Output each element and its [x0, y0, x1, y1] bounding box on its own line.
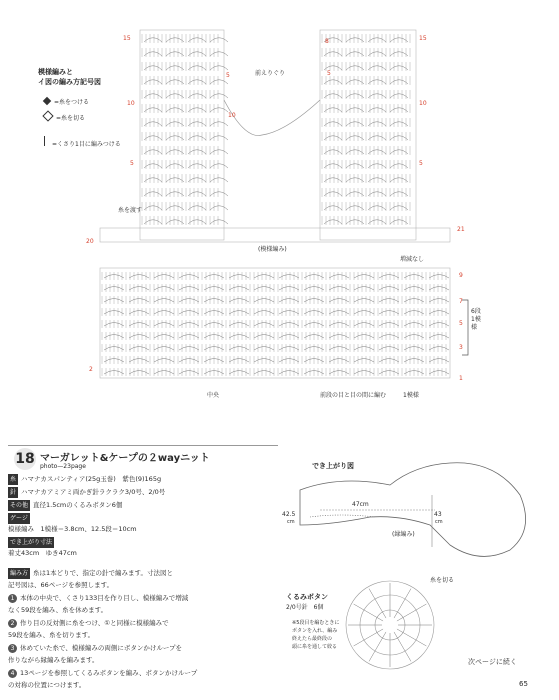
stitch-arch — [188, 192, 206, 196]
step-1-a: 1 本体の中央で、くさり133目を作り目し、模様編みで増減 — [8, 593, 188, 604]
stitch-arch — [346, 108, 364, 112]
stitch-arch — [166, 38, 184, 42]
step-4-b: の対称の位置につけます。 — [8, 681, 86, 689]
stitch-arch — [390, 136, 408, 140]
stitch-arch — [166, 164, 184, 168]
stitch-arch — [144, 66, 162, 70]
stitch-arch — [144, 164, 162, 168]
stitch-arch — [166, 220, 184, 224]
stitch-arch — [346, 178, 364, 182]
stitch-arch — [210, 178, 228, 182]
stitch-arch — [354, 275, 374, 279]
stitch-arch — [368, 136, 386, 140]
stitch-arch — [210, 108, 228, 112]
step-2-a: 2 作り目の反対側に糸をつけ、①と同様に模様編みで — [8, 618, 169, 629]
stitch-marks — [102, 34, 449, 376]
stitch-arch — [210, 220, 228, 224]
stitch-arch — [354, 299, 374, 303]
stitch-arch — [390, 108, 408, 112]
button-note-4: 頭に糸を通して絞る — [292, 644, 338, 650]
stitch-arch — [390, 220, 408, 224]
no-inc-dec-label: 増減なし — [400, 256, 425, 263]
stitch-arch — [188, 52, 206, 56]
row-number-right-15: 15 — [419, 35, 427, 42]
stitch-arch — [324, 150, 342, 154]
button-loops — [310, 515, 375, 517]
button-spoke — [397, 604, 426, 621]
stitch-arch — [210, 38, 228, 42]
stitch-arch — [188, 164, 206, 168]
row-number-right-3: 3 — [459, 344, 463, 351]
gauge-label: ゲージ — [10, 515, 28, 522]
stitch-arch — [166, 206, 184, 210]
stitch-arch — [144, 94, 162, 98]
step-1-b: なく59段を編み、糸を休めます。 — [8, 606, 108, 614]
stitch-arch — [144, 136, 162, 140]
row-number-right-10: 10 — [419, 100, 427, 107]
lower-panel — [100, 268, 450, 378]
row-number-right-5c: 5 — [459, 320, 463, 327]
stitch-arch — [368, 150, 386, 154]
finished-width: 47cm — [352, 501, 369, 508]
finished-title: でき上がり図 — [312, 462, 354, 470]
stitch-arch — [210, 80, 228, 84]
step-3-b: 作りながら縁編みを編みます。 — [8, 656, 99, 664]
size-text: 着丈43cm ゆき47cm — [8, 549, 77, 557]
stitch-arch — [368, 164, 386, 168]
stitch-arch — [390, 80, 408, 84]
stitch-arch — [254, 287, 274, 291]
stitch-arch — [166, 122, 184, 126]
button-spoke — [354, 629, 383, 646]
stitch-arch — [144, 192, 162, 196]
stitch-arch — [154, 371, 174, 375]
stitch-arch — [154, 323, 174, 327]
stitch-arch — [166, 52, 184, 56]
stitch-arch — [368, 52, 386, 56]
button-spokes — [348, 583, 432, 667]
stitch-arch — [368, 80, 386, 84]
button-note-3: 終えたら最終段の — [292, 636, 333, 642]
stitch-arch — [354, 287, 374, 291]
button-cut-note: 糸を切る — [430, 577, 455, 584]
stitch-arch — [154, 359, 174, 363]
stitch-arch — [144, 178, 162, 182]
stitch-arch — [324, 52, 342, 56]
button-note-2: ボタンを入れ、編み — [292, 628, 338, 634]
stitch-arch — [144, 52, 162, 56]
stitch-arch — [354, 323, 374, 327]
photo-ref: photo—23page — [40, 463, 86, 470]
stitch-arch — [210, 52, 228, 56]
stitch-arch — [154, 347, 174, 351]
size-label: でき上がり寸法 — [10, 539, 53, 546]
chain-stitch-icon — [44, 136, 48, 146]
legend-item-cut: =糸を切る — [44, 112, 85, 123]
page-number: 65 — [519, 680, 528, 688]
stitch-arch — [166, 192, 184, 196]
stitch-arch — [390, 66, 408, 70]
stitch-arch — [346, 66, 364, 70]
button-note-1: ※5段目を編むときに — [292, 620, 340, 626]
right-upper-panel — [320, 30, 416, 240]
yarn-label: 糸 — [10, 476, 17, 483]
stitch-arch — [390, 178, 408, 182]
stitch-arch — [324, 164, 342, 168]
cut-yarn-icon — [42, 110, 53, 121]
stitch-arch — [354, 359, 374, 363]
stitch-arch — [390, 122, 408, 126]
row-number-right-9: 9 — [459, 272, 463, 279]
stitch-arch — [390, 192, 408, 196]
between-stitch-note: 前段の目と目の間に編む — [320, 392, 387, 399]
stitch-arch — [254, 323, 274, 327]
needle-label: 針 — [10, 489, 17, 496]
stitch-arch — [166, 108, 184, 112]
stitch-arch — [354, 347, 374, 351]
stitch-arch — [166, 150, 184, 154]
step-2-b: 59段を編み、糸を切ります。 — [8, 631, 95, 639]
header-rule — [8, 445, 278, 446]
stitch-arch — [368, 220, 386, 224]
stitch-arch — [254, 335, 274, 339]
stitch-arch — [188, 178, 206, 182]
stitch-arch — [390, 206, 408, 210]
stitch-arch — [368, 94, 386, 98]
method-label: 編み方 — [10, 570, 29, 577]
stitch-arch — [166, 80, 184, 84]
stitch-arch — [324, 80, 342, 84]
row-number-inner-5: 5 — [226, 72, 230, 79]
stitch-arch — [346, 80, 364, 84]
project-number: 18 — [14, 448, 36, 470]
stitch-arch — [324, 206, 342, 210]
stitch-arch — [166, 66, 184, 70]
row-number-left-10: 10 — [127, 100, 135, 107]
stitch-arch — [324, 122, 342, 126]
stitch-arch — [210, 150, 228, 154]
step-2-bullet: 2 — [8, 619, 17, 628]
gauge-text: 模様編み 1模様＝3.8cm、12.5段＝10cm — [8, 525, 137, 533]
stitch-arch — [346, 150, 364, 154]
stitch-arch — [154, 275, 174, 279]
stitch-arch — [324, 192, 342, 196]
stitch-arch — [346, 94, 364, 98]
stitch-arch — [324, 108, 342, 112]
stitch-arch — [210, 164, 228, 168]
other-label: その他 — [10, 502, 29, 509]
stitch-arch — [346, 52, 364, 56]
yarn-carry-label: 糸を渡す — [118, 207, 143, 214]
size-heading — [8, 537, 57, 548]
neck-label: 前えりぐり — [255, 70, 286, 77]
stitch-arch — [154, 311, 174, 315]
finished-height-left: 42.5 — [282, 511, 296, 518]
button-subtitle: 2/0号針 6個 — [286, 604, 324, 611]
row-number-inner-10: 10 — [228, 112, 236, 119]
other-line: その他 直径1.5cmのくるみボタン6個 — [10, 501, 123, 509]
stitch-arch — [354, 335, 374, 339]
row-number-right-7: 7 — [459, 298, 463, 305]
continued-note: 次ページに続く — [468, 658, 517, 666]
one-repeat-label: 1模様 — [403, 392, 419, 399]
finished-height-left-unit: cm — [287, 519, 295, 525]
button-spoke — [369, 589, 386, 618]
stitch-arch — [210, 206, 228, 210]
button-title: くるみボタン — [286, 593, 328, 601]
stitch-arch — [368, 66, 386, 70]
stitch-arch — [346, 206, 364, 210]
gauge-heading — [8, 513, 33, 524]
stitch-arch — [144, 206, 162, 210]
stitch-arch — [346, 192, 364, 196]
stitch-arch — [346, 122, 364, 126]
legend-title-2: イ図の編み方記号図 — [38, 78, 101, 86]
stitch-arch — [166, 94, 184, 98]
row-number-inner-8: 8 — [325, 38, 329, 45]
stitch-arch — [188, 80, 206, 84]
row-number-left-15: 15 — [123, 35, 131, 42]
stitch-arch — [254, 311, 274, 315]
step-3-a: 3 休めていた糸で、模様編みの両側にボタンかけループを — [8, 643, 182, 654]
row-number-left-5: 5 — [130, 160, 134, 167]
stitch-arch — [144, 108, 162, 112]
stitch-arch — [188, 206, 206, 210]
stitch-arch — [188, 150, 206, 154]
stitch-arch — [188, 66, 206, 70]
finished-height-right: 43 — [434, 511, 442, 518]
step-1-bullet: 1 — [8, 594, 17, 603]
stitch-arch — [144, 150, 162, 154]
method-line-1: 編み方 糸は1本どりで、指定の針で編みます。寸法図と — [10, 569, 174, 577]
stitch-arch — [324, 178, 342, 182]
stitch-arch — [188, 136, 206, 140]
pattern-label: (模様編み) — [258, 246, 287, 253]
stitch-arch — [390, 150, 408, 154]
stitch-arch — [210, 94, 228, 98]
button-chart — [340, 575, 440, 675]
row-number-left-2: 2 — [89, 366, 93, 373]
stitch-arch — [188, 122, 206, 126]
stitch-arch — [188, 94, 206, 98]
project-title: マーガレット&ケープの２wayニット — [40, 453, 210, 464]
stitch-arch — [254, 299, 274, 303]
legend-item-chain: =くさり1目に編みつける — [44, 136, 121, 149]
stitch-arch — [188, 108, 206, 112]
stitch-arch — [210, 192, 228, 196]
row-number-right-5a: 5 — [327, 70, 331, 77]
legend-item-attach: =糸をつける — [44, 98, 89, 107]
stitch-arch — [144, 220, 162, 224]
stitch-arch — [390, 52, 408, 56]
button-spoke — [354, 604, 383, 621]
stitch-arch — [368, 206, 386, 210]
stitch-arch — [154, 335, 174, 339]
stitch-arch — [324, 220, 342, 224]
stitch-arch — [354, 311, 374, 315]
stitch-arch — [254, 347, 274, 351]
row-number-right-5b: 5 — [419, 160, 423, 167]
attach-yarn-icon — [43, 97, 51, 105]
stitch-arch — [166, 136, 184, 140]
yarn-line: 糸 ハマナカスパンティア(25g玉巻) 紫色(9)165g — [10, 475, 162, 483]
step-3-bullet: 3 — [8, 644, 17, 653]
stitch-arch — [368, 122, 386, 126]
stitch-arch — [346, 164, 364, 168]
center-label: 中央 — [207, 392, 220, 399]
stitch-arch — [390, 38, 408, 42]
step-4-bullet: 4 — [8, 669, 17, 678]
stitch-arch — [368, 108, 386, 112]
row-number-left-20: 20 — [86, 238, 94, 245]
stitch-arch — [210, 122, 228, 126]
row-number-right-21: 21 — [457, 226, 465, 233]
stitch-arch — [144, 38, 162, 42]
finished-height-right-unit: cm — [435, 519, 443, 525]
stitch-arch — [324, 136, 342, 140]
stitch-arch — [154, 299, 174, 303]
legend-title-1: 模様編みと — [38, 68, 73, 76]
button-spoke — [369, 632, 386, 661]
stitch-arch — [144, 122, 162, 126]
stitch-arch — [254, 359, 274, 363]
stitch-arch — [254, 371, 274, 375]
stitch-arch — [188, 38, 206, 42]
stitch-arch — [346, 38, 364, 42]
row-number-right-1: 1 — [459, 375, 463, 382]
stitch-arch — [390, 94, 408, 98]
edge-label: (縁編み) — [392, 531, 415, 538]
step-4-a: 4 13ページを参照してくるみボタンを編み、ボタンかけループ — [8, 668, 197, 679]
stitch-arch — [368, 192, 386, 196]
stitch-arch — [188, 220, 206, 224]
button-spoke — [397, 629, 426, 646]
neckline-curve — [224, 100, 320, 136]
needle-line: 針 ハマナカアミアミ両かぎ針ラクラク3/0号、2/0号 — [10, 488, 166, 496]
stitch-arch — [144, 80, 162, 84]
stitch-arch — [210, 136, 228, 140]
button-spoke — [394, 632, 411, 661]
repeat-label: 6段1模様 — [471, 308, 481, 331]
stitch-arch — [254, 275, 274, 279]
stitch-arch — [368, 178, 386, 182]
stitch-arch — [324, 94, 342, 98]
method-line-2: 記号図は、66ページを参照します。 — [8, 581, 114, 589]
finished-shape — [280, 455, 555, 575]
button-spoke — [394, 589, 411, 618]
garment-outline — [300, 463, 526, 557]
stitch-arch — [166, 178, 184, 182]
stitch-arch — [390, 164, 408, 168]
stitch-arch — [210, 66, 228, 70]
stitch-arch — [354, 371, 374, 375]
stitch-arch — [368, 38, 386, 42]
stitch-arch — [154, 287, 174, 291]
stitch-arch — [346, 136, 364, 140]
stitch-arch — [346, 220, 364, 224]
